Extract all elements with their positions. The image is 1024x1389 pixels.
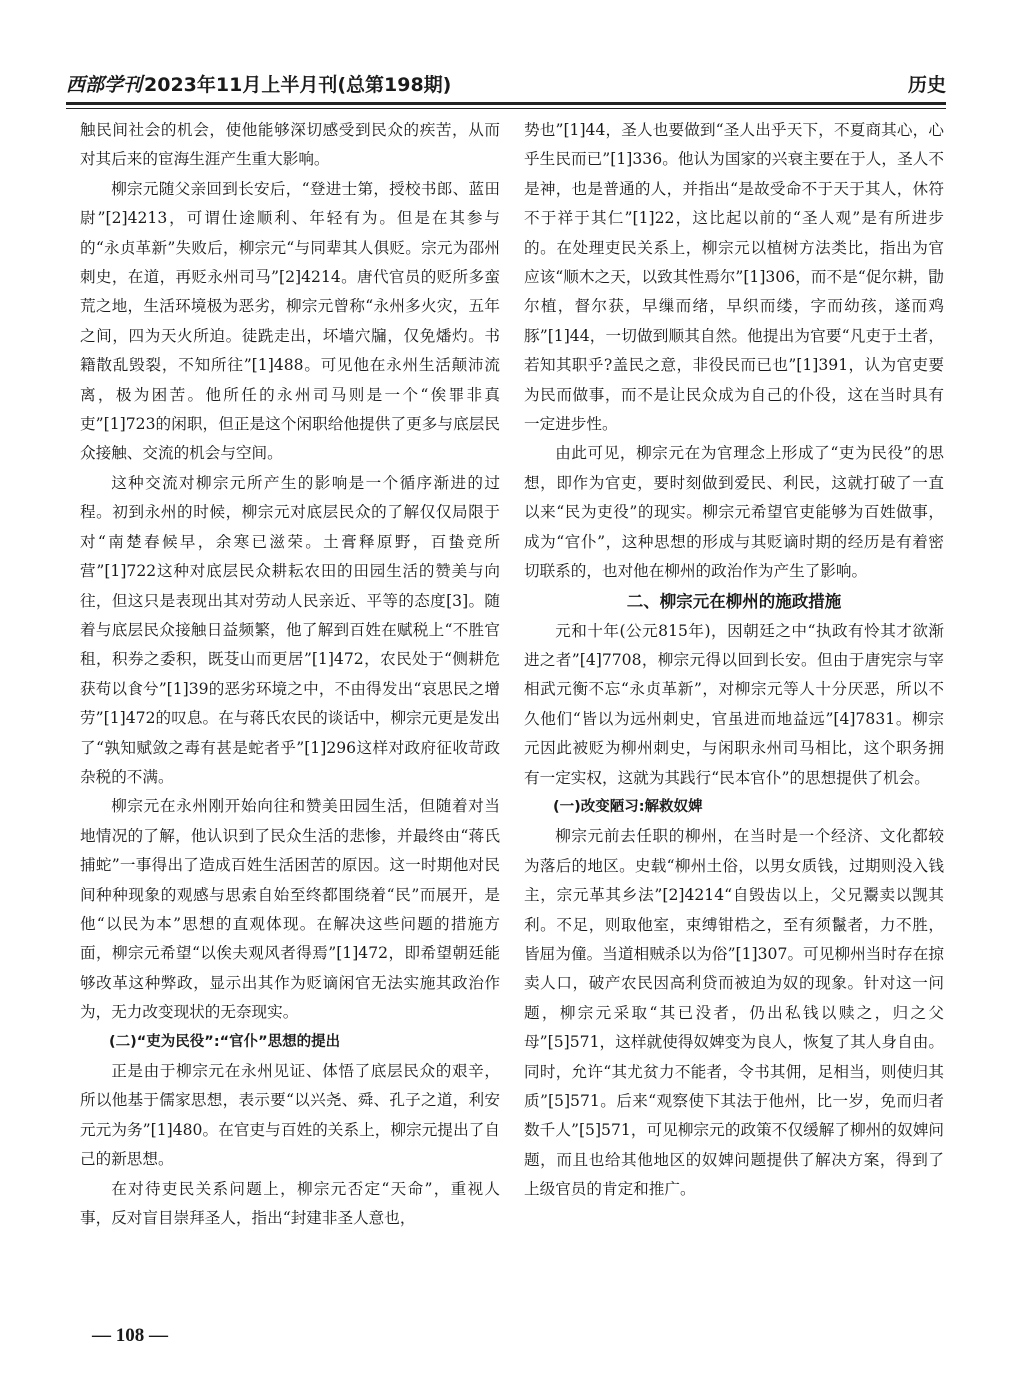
header-rule-thin: [66, 108, 946, 109]
subsection-heading: (二)“吏为民役”:“官仆”思想的提出: [109, 1033, 341, 1050]
left-column: [80, 116, 500, 1296]
running-header: [66, 66, 946, 106]
journal-brand: 西部学刊: [66, 74, 143, 96]
body-paragraph: 由此可见，柳宗元在为官理念上形成了“吏为民役”的思想，即作为官吏，要时刻做到爱民、利民，这就打破了一直以来“民为吏役”的现实。柳宗元希望官吏能够为百姓做事，成为“官仆”，这种思想的形成与其贬谪时期的经历是有着密切联系的，也对他在柳州的政治作为产生了影响。: [524, 444, 944, 581]
body-paragraph: 势也”[1]44，圣人也要做到“圣人出乎天下，不夏商其心，心乎生民而已”[1]336。他认为国家的兴衰主要在于人，圣人不是神，也是普通的人，并指出“是故受命不于天于其人，休符不于祥于其仁”[1]22，这比起以前的“圣人观”是有所进步的。在处理吏民关系上，柳宗元以植树方法类比，指出为官应该“顺木之天，以致其性焉尔”[1]306，而不是“促尔耕，勖尔植，督尔获，早缫而绪，早织而缕，字而幼孩，遂而鸡豚”[1]44，一切做到顺其自然。他提出为官要“凡吏于土者，若知其职乎?盖民之意，非役民而已也”[1]391，认为官吏要为民而做事，而不是让民众成为自己的仆役，这在当时具有一定进步性。: [524, 121, 944, 434]
body-paragraph: 柳宗元前去任职的柳州，在当时是一个经济、文化都较为落后的地区。史载“柳州土俗，以男女质钱，过期则没入钱主，宗元革其乡法”[2]4214“自毁齿以上，父兄鬻卖以觊其利。不足，则取他室，束缚钳梏之，至有须鬣者，力不胜，皆屈为僮。当道相贼杀以为俗”[1]307。可见柳州当时存在掠卖人口，破产农民因高利贷而被迫为奴的现象。针对这一问题，柳宗元采取“其已没者，仍出私钱以赎之，归之父母”[5]571，这样就使得奴婢变为良人，恢复了其人身自由。同时，允许“其尤贫力不能者，令书其佣，足相当，则使归其质”[5]571。后来“观察使下其法于他州，比一岁，免而归者数千人”[5]571，可见柳宗元的政策不仅缓解了柳州的奴婢问题，而且也给其他地区的奴婢问题提供了解决方案，得到了上级官员的肯定和推广。: [524, 827, 944, 1199]
section-name: 历史: [907, 74, 946, 96]
header-rule: [66, 102, 946, 105]
subsection-heading: (一)改变陋习:解救奴婢: [553, 798, 703, 815]
body-paragraph: 元和十年(公元815年)，因朝廷之中“执政有怜其才欲渐进之者”[4]7708，柳宗元得以回到长安。但由于唐宪宗与宰相武元衡不忘“永贞革新”，对柳宗元等人十分厌恶，所以不久他们“皆以为远州刺史，官虽进而地益远”[4]7831。柳宗元因此被贬为柳州刺史，与闲职永州司马相比，这个职务拥有一定实权，这就为其践行“民本官仆”的思想提供了机会。: [524, 621, 944, 787]
body-paragraph: 正是由于柳宗元在永州见证、体悟了底层民众的艰辛，所以他基于儒家思想，表示要“以兴尧、舜、孔子之道，利安元元为务”[1]480。在官吏与百姓的关系上，柳宗元提出了自己的新思想。: [80, 1062, 500, 1169]
right-column: [524, 116, 944, 1296]
section-heading: 二、柳宗元在柳州的施政措施: [626, 591, 842, 611]
body-paragraph: 柳宗元在永州刚开始向往和赞美田园生活，但随着对当地情况的了解，他认识到了民众生活的悲惨，并最终由“蒋氏捕蛇”一事得出了造成百姓生活困苦的原因。这一时期他对民间种种现象的观感与思索自始至终都围绕着“民”而展开，是他“以民为本”思想的直观体现。在解决这些问题的措施方面，柳宗元希望“以俟夫观风者得焉”[1]472，即希望朝廷能够改革这种弊政，显示出其作为贬谪闲官无法实施其政治作为，无力改变现状的无奈现实。: [80, 797, 500, 1022]
body-paragraph: 触民间社会的机会，使他能够深切感受到民众的疾苦，从而对其后来的宦海生涯产生重大影响。: [80, 121, 500, 169]
body-paragraph: 这种交流对柳宗元所产生的影响是一个循序渐进的过程。初到永州的时候，柳宗元对底层民众的了解仅仅局限于对“南楚春候早，余寒已滋荣。土膏释原野，百蛰竞所营”[1]722这种对底层民众耕耘农田的田园生活的赞美与向往，但这只是表现出其对劳动人民亲近、平等的态度[3]。随着与底层民众接触日益频繁，他了解到百姓在赋税上“不胜官租，积券之委积，既芟山而更居”[1]472，农民处于“侧耕危获苟以食兮”[1]39的恶劣环境之中，不由得发出“哀思民之增劳”[1]472的叹息。在与蒋氏农民的谈话中，柳宗元更是发出了“孰知赋敛之毒有甚是蛇者乎”[1]296这样对政府征收苛政杂税的不满。: [80, 473, 500, 786]
journal-issue: 2023年11月上半月刊(总第198期): [144, 74, 452, 96]
page-number: — 108 —: [92, 1325, 168, 1346]
body-paragraph: 柳宗元随父亲回到长安后，“登进士第，授校书郎、蓝田尉”[2]4213，可谓仕途顺利、年轻有为。但是在其参与的“永贞革新”失败后，柳宗元“与同辈其人俱贬。宗元为邵州刺史，在道，再贬永州司马”[2]4214。唐代官员的贬所多蛮荒之地，生活环境极为恶劣，柳宗元曾称“永州多火灾，五年之间，四为天火所迫。徒跣走出，坏墙穴牖，仅免燔灼。书籍散乱毁裂，不知所往”[1]488。可见他在永州生活颠沛流离，极为困苦。他所任的永州司马则是一个“俟罪非真吏”[1]723的闲职，但正是这个闲职给他提供了更多与底层民众接触、交流的机会与空间。: [80, 179, 500, 463]
body-paragraph: 在对待吏民关系问题上，柳宗元否定“天命”，重视人事，反对盲目崇拜圣人，指出“封建非圣人意也，: [80, 1179, 500, 1228]
journal-title: [66, 70, 451, 97]
